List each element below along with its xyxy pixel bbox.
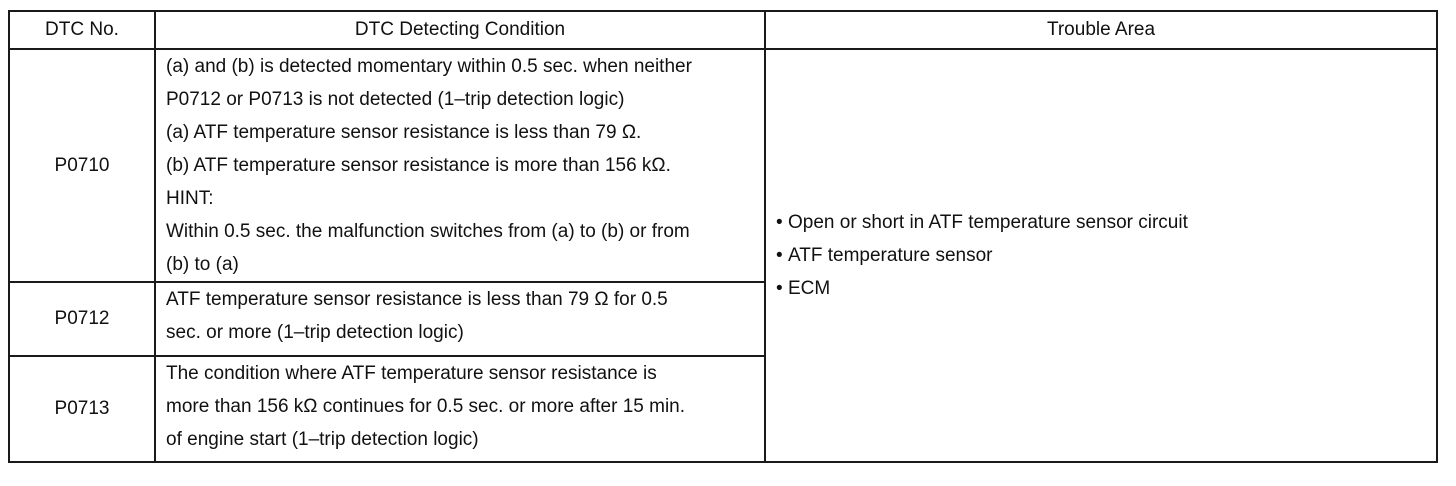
bullet-icon: •	[776, 278, 783, 299]
condition-line: (a) and (b) is detected momentary within 0.5 sec. when neither	[166, 56, 692, 77]
trouble-area-text: ECM	[788, 278, 831, 299]
dtc-code-cell: P0713	[9, 356, 155, 462]
table-row	[9, 49, 1437, 282]
condition-line: Within 0.5 sec. the malfunction switches from (a) to (b) or from	[166, 221, 690, 242]
condition-cell	[155, 49, 765, 282]
trouble-area-text: Open or short in ATF temperature sensor circuit	[788, 212, 1188, 233]
condition-line: HINT:	[166, 188, 214, 209]
condition-line: P0712 or P0713 is not detected (1–trip detection logic)	[166, 89, 625, 110]
dtc-code-cell: P0712	[9, 282, 155, 356]
bullet-icon: •	[776, 245, 783, 266]
condition-line: (b) to (a)	[166, 254, 239, 275]
condition-line: ATF temperature sensor resistance is less than 79 Ω for 0.5	[166, 289, 668, 310]
trouble-area-text: ATF temperature sensor	[788, 245, 993, 266]
trouble-area-item	[776, 272, 1426, 305]
condition-cell	[155, 282, 765, 356]
header-dtc-no: DTC No.	[9, 11, 155, 49]
header-detecting-condition: DTC Detecting Condition	[155, 11, 765, 49]
trouble-area-item	[776, 206, 1426, 239]
condition-line: (b) ATF temperature sensor resistance is more than 156 kΩ.	[166, 155, 671, 176]
condition-cell	[155, 356, 765, 462]
condition-line: of engine start (1–trip detection logic)	[166, 429, 479, 450]
dtc-code-cell: P0710	[9, 49, 155, 282]
dtc-table	[8, 10, 1438, 463]
condition-line: (a) ATF temperature sensor resistance is less than 79 Ω.	[166, 122, 642, 143]
trouble-area-item	[776, 239, 1426, 272]
condition-line: The condition where ATF temperature sensor resistance is	[166, 363, 657, 384]
condition-line: more than 156 kΩ continues for 0.5 sec. or more after 15 min.	[166, 396, 686, 417]
header-trouble-area: Trouble Area	[765, 11, 1437, 49]
header-row	[9, 11, 1437, 49]
bullet-icon: •	[776, 212, 783, 233]
trouble-area-cell	[765, 49, 1437, 462]
condition-line: sec. or more (1–trip detection logic)	[166, 322, 464, 343]
